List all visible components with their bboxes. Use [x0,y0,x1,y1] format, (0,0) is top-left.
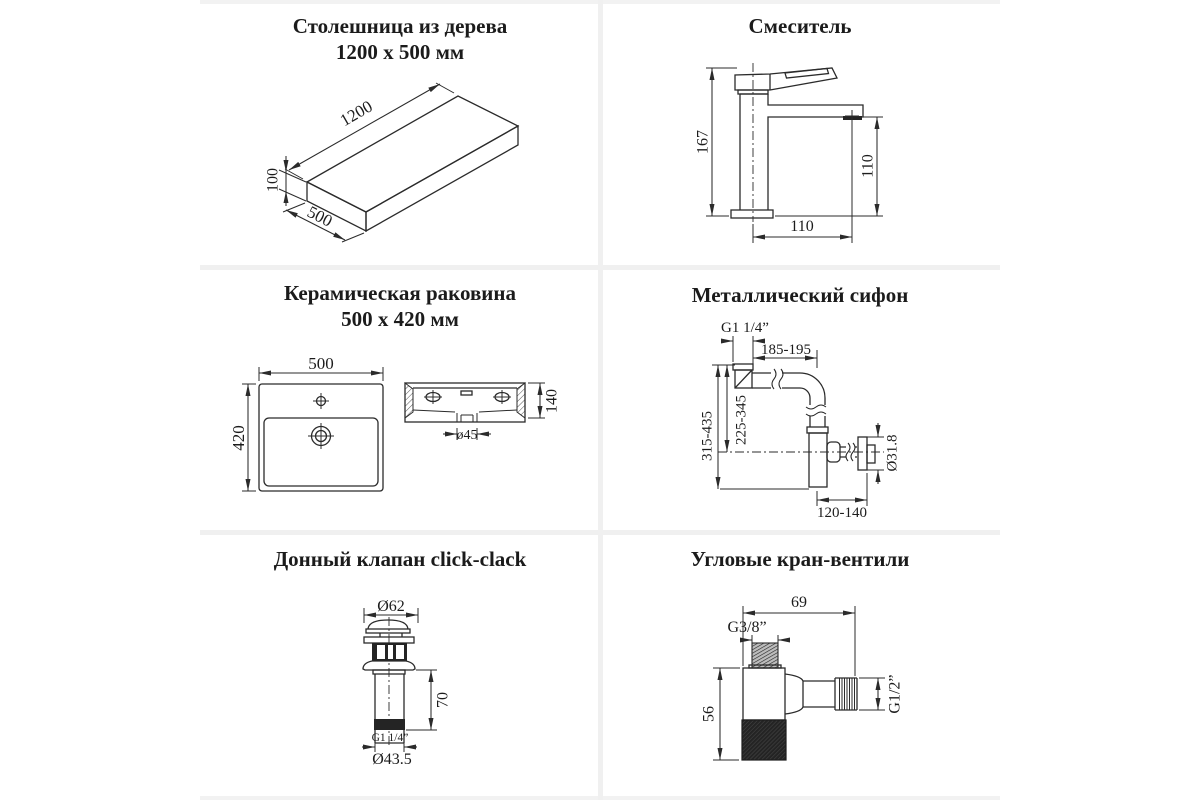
dim-countertop-length: 1200 [336,96,376,131]
dim-valve-cap-diameter: Ø62 [377,598,405,615]
sink-drawing [0,268,600,532]
dim-valve-thread-diameter: Ø43.5 [372,751,412,768]
siphon-drawing [600,268,1200,532]
dim-angle-valve-outlet-thread: G1/2” [886,674,904,714]
angle-valve-drawing [600,533,1200,800]
countertop-dimensions [265,83,454,242]
sink-side-view [405,383,525,422]
dim-sink-depth: 420 [228,425,248,451]
mixer-dimensions [695,68,883,243]
dim-sink-height: 140 [543,389,561,413]
drain-valve-body [363,617,415,747]
dim-angle-valve-height: 56 [700,706,718,722]
panel-title-siphon: Металлический сифон [691,283,909,307]
title-line: Столешница из дерева [292,14,508,38]
drain-valve-drawing [0,533,600,800]
angle-valve-body [742,643,857,760]
dim-siphon-inlet-thread: G1 1/4” [721,320,769,336]
dim-mixer-height: 167 [694,130,712,154]
angle-valve-dimensions [701,594,904,760]
dim-sink-drain-hole: ø45 [456,428,478,443]
siphon-dimensions [699,320,900,521]
sink-top-view [259,384,383,491]
dim-siphon-wall-offset: 120-140 [817,505,867,521]
dim-mixer-spout-height: 110 [859,154,877,178]
dim-angle-valve-inlet-thread: G3/8” [727,619,767,636]
dim-valve-body-height: 70 [434,692,452,708]
title-line: Керамическая раковина [284,281,516,305]
panel-title-mixer: Смеситель [748,14,852,38]
title-line: 500 x 420 мм [341,307,459,331]
dim-mixer-spout-reach: 110 [790,218,814,235]
dim-angle-valve-width: 69 [791,594,807,611]
mixer-drawing [600,0,1200,267]
sink-top-dimensions [229,354,383,491]
dim-countertop-thickness: 100 [264,168,282,192]
dim-siphon-horizontal-reach: 185-195 [761,342,811,358]
dim-countertop-depth: 500 [304,202,336,231]
dim-siphon-inlet-to-outlet: 225-345 [733,395,750,445]
dim-sink-width: 500 [308,354,334,373]
countertop-drawing [0,0,600,267]
panel-title-angle-valves: Угловые кран-вентили [690,547,910,571]
panel-title-drain-valve: Донный клапан click-clack [273,547,527,571]
title-line: 1200 x 500 мм [335,40,465,64]
dim-siphon-outlet-diameter: Ø31.8 [884,434,901,472]
mixer-body [731,63,863,222]
dim-siphon-height-range: 315-435 [699,411,716,461]
dim-valve-thread: G1 1/4” [371,732,409,744]
